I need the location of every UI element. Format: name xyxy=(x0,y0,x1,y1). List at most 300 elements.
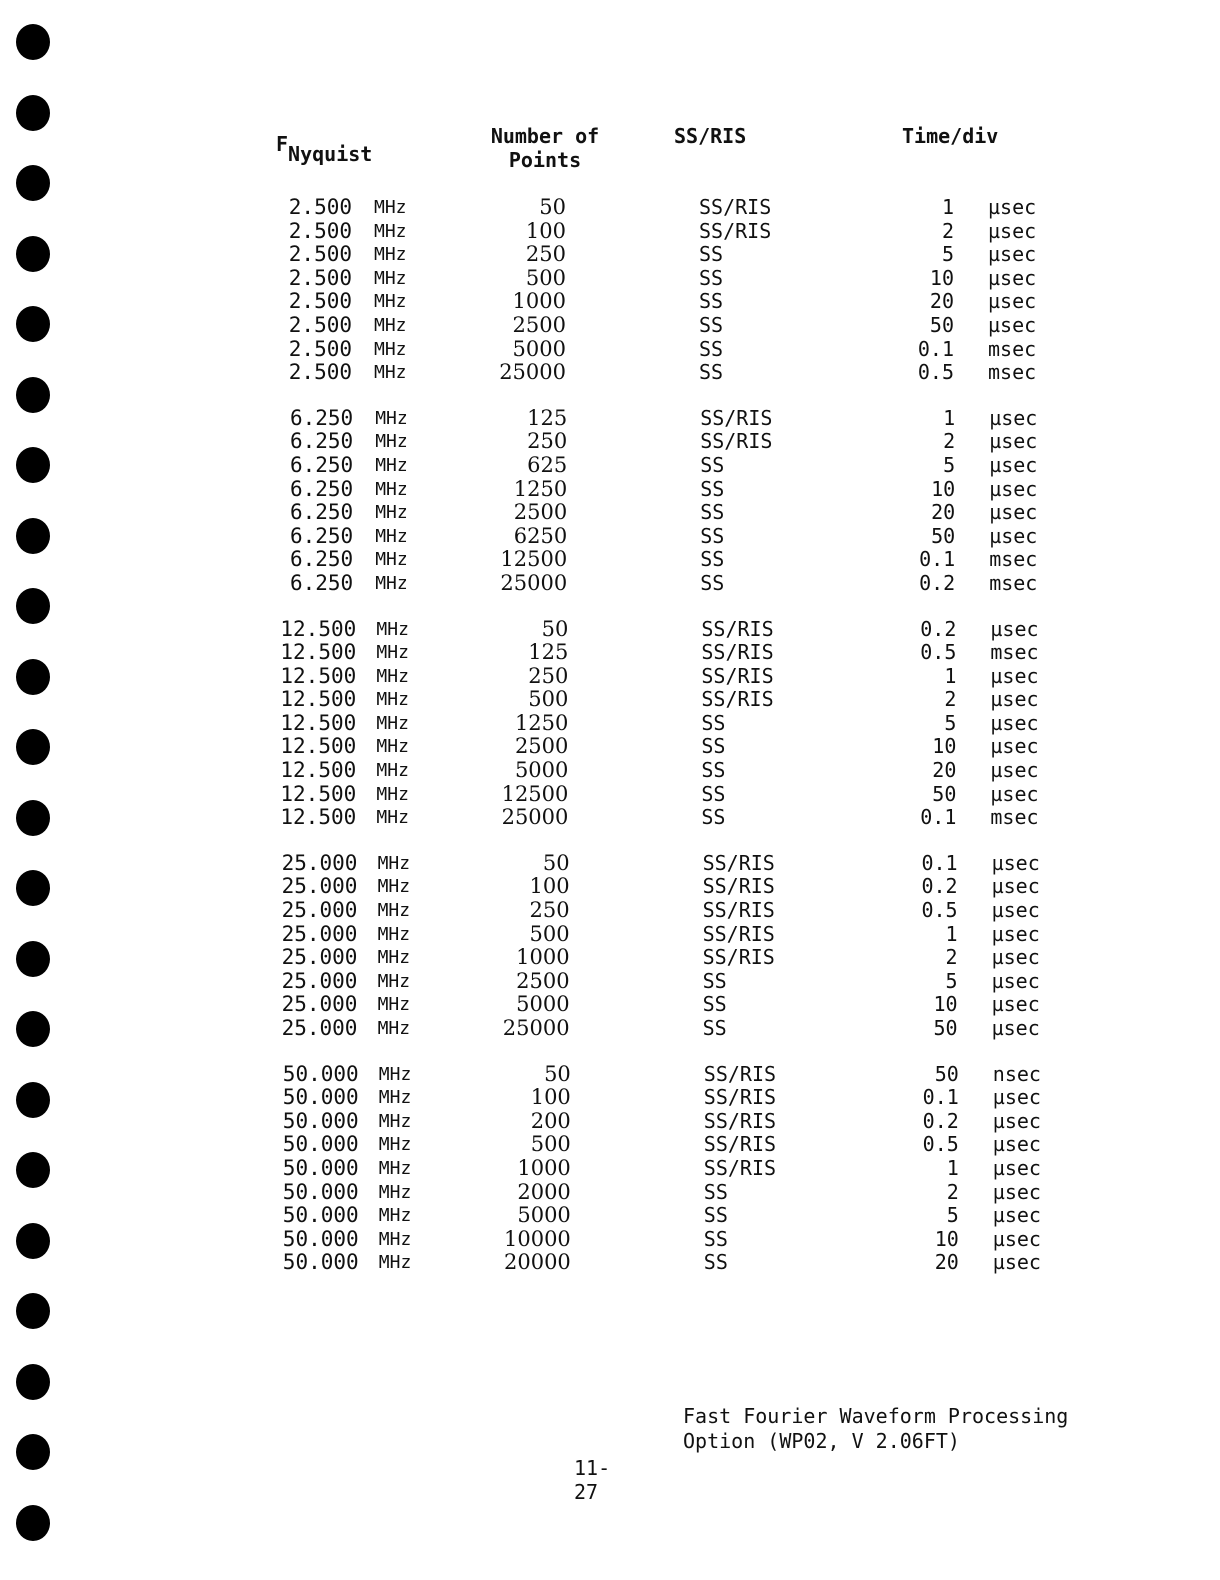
time-div-unit: msec xyxy=(988,336,1037,361)
time-div-unit: µsec xyxy=(992,1203,1041,1228)
table-group xyxy=(0,196,1220,385)
table-row xyxy=(0,454,1220,478)
points-value: 5000 xyxy=(512,336,566,361)
table-row xyxy=(0,548,1220,572)
table-row xyxy=(0,361,1220,385)
table-row xyxy=(0,1157,1220,1181)
time-div-unit: µsec xyxy=(992,1108,1041,1133)
frequency-value: 50.000 xyxy=(282,1132,359,1157)
frequency-unit: MHz xyxy=(377,900,411,922)
points-value: 1250 xyxy=(513,476,568,501)
frequency-value: 25.000 xyxy=(281,874,358,899)
points-value: 250 xyxy=(527,429,568,454)
points-value: 100 xyxy=(530,1085,571,1110)
time-div-value: 1 xyxy=(946,1155,959,1180)
binder-hole xyxy=(16,1434,50,1470)
table-row xyxy=(0,1251,1220,1275)
acquisition-mode: SS/RIS xyxy=(702,921,775,946)
frequency-unit: MHz xyxy=(378,1110,412,1132)
acquisition-mode: SS xyxy=(700,523,725,548)
points-value: 12500 xyxy=(500,547,568,572)
table-row xyxy=(0,501,1220,525)
time-div-unit: µsec xyxy=(990,710,1039,735)
frequency-value: 2.500 xyxy=(288,195,352,219)
acquisition-mode: SS/RIS xyxy=(703,1108,777,1133)
points-value: 50 xyxy=(542,850,570,875)
frequency-value: 6.250 xyxy=(289,500,354,525)
frequency-value: 25.000 xyxy=(281,850,358,875)
table-row xyxy=(0,665,1220,689)
frequency-unit: MHz xyxy=(375,454,408,476)
acquisition-mode: SS xyxy=(699,336,724,361)
frequency-value: 2.500 xyxy=(288,360,352,385)
time-div-value: 5 xyxy=(946,1203,959,1228)
time-div-unit: µsec xyxy=(991,874,1040,899)
time-div-value: 0.1 xyxy=(917,336,954,361)
frequency-value: 25.000 xyxy=(281,921,358,946)
frequency-value: 6.250 xyxy=(289,429,354,454)
acquisition-mode: SS xyxy=(701,805,726,830)
frequency-unit: MHz xyxy=(377,1018,411,1039)
time-div-unit: msec xyxy=(990,805,1039,830)
time-div-unit: µsec xyxy=(989,452,1038,477)
table-row xyxy=(0,641,1220,665)
points-value: 1000 xyxy=(517,1155,571,1180)
frequency-unit: MHz xyxy=(375,478,408,500)
acquisition-mode: SS xyxy=(701,734,726,759)
time-div-value: 5 xyxy=(943,452,956,477)
time-div-unit: µsec xyxy=(991,850,1040,875)
table-row xyxy=(0,572,1220,596)
table-row xyxy=(0,1017,1220,1041)
points-value: 25000 xyxy=(502,1016,570,1040)
points-value: 6250 xyxy=(513,523,568,548)
time-div-unit: µsec xyxy=(988,242,1037,267)
frequency-unit: MHz xyxy=(376,807,409,829)
header-number-of-points-line1: Number of xyxy=(490,124,600,148)
acquisition-mode: SS/RIS xyxy=(702,898,775,923)
time-div-unit: msec xyxy=(989,570,1038,595)
table-group xyxy=(0,1063,1220,1275)
time-div-value: 0.2 xyxy=(919,570,956,595)
frequency-value: 2.500 xyxy=(288,289,352,314)
frequency-value: 6.250 xyxy=(289,547,354,572)
time-div-value: 50 xyxy=(931,523,956,548)
table-row xyxy=(0,712,1220,736)
acquisition-mode: SS xyxy=(700,452,725,477)
table-row xyxy=(0,899,1220,923)
acquisition-mode: SS/RIS xyxy=(701,687,774,712)
frequency-unit: MHz xyxy=(378,1252,412,1274)
time-div-value: 5 xyxy=(941,242,954,267)
frequency-value: 25.000 xyxy=(281,968,358,993)
time-div-unit: µsec xyxy=(988,289,1037,314)
acquisition-mode: SS xyxy=(699,265,724,290)
time-div-value: 2 xyxy=(941,218,954,243)
frequency-value: 6.250 xyxy=(289,523,354,548)
frequency-value: 12.500 xyxy=(280,616,357,641)
time-div-value: 0.2 xyxy=(921,874,958,899)
table-row xyxy=(0,806,1220,830)
time-div-unit: µsec xyxy=(990,734,1039,759)
time-div-value: 0.5 xyxy=(922,1132,959,1157)
frequency-unit: MHz xyxy=(376,642,409,664)
time-div-unit: µsec xyxy=(989,500,1038,525)
time-div-unit: µsec xyxy=(988,218,1037,243)
table-row xyxy=(0,735,1220,759)
points-value: 100 xyxy=(525,218,566,243)
points-value: 10000 xyxy=(503,1226,571,1251)
frequency-value: 25.000 xyxy=(281,898,358,923)
binder-hole xyxy=(16,1505,50,1541)
frequency-value: 50.000 xyxy=(282,1061,359,1086)
frequency-value: 12.500 xyxy=(280,734,357,759)
acquisition-mode: SS/RIS xyxy=(703,1085,777,1110)
frequency-unit: MHz xyxy=(374,338,407,360)
time-div-unit: µsec xyxy=(991,921,1040,946)
time-div-unit: µsec xyxy=(991,1016,1040,1040)
time-div-unit: µsec xyxy=(992,1132,1041,1157)
table-row xyxy=(0,923,1220,947)
points-value: 5000 xyxy=(517,1203,571,1228)
time-div-value: 0.1 xyxy=(922,1085,959,1110)
frequency-value: 6.250 xyxy=(289,405,354,430)
acquisition-mode: SS/RIS xyxy=(700,405,773,430)
table-row xyxy=(0,1110,1220,1134)
time-div-value: 0.2 xyxy=(922,1108,959,1133)
time-div-value: 50 xyxy=(934,1061,959,1086)
acquisition-mode: SS/RIS xyxy=(701,616,774,641)
frequency-unit: MHz xyxy=(377,994,411,1016)
acquisition-mode: SS xyxy=(699,360,724,385)
footer-caption xyxy=(683,1404,1068,1454)
frequency-unit: MHz xyxy=(377,852,411,874)
points-value: 50 xyxy=(544,1061,571,1086)
time-div-value: 0.1 xyxy=(921,850,958,875)
points-value: 125 xyxy=(528,640,569,665)
time-div-value: 10 xyxy=(931,476,956,501)
header-f-nyquist-main: F xyxy=(276,132,289,156)
acquisition-mode: SS xyxy=(703,1179,728,1204)
acquisition-mode: SS/RIS xyxy=(703,1061,777,1086)
frequency-value: 25.000 xyxy=(281,945,358,970)
frequency-value: 2.500 xyxy=(288,242,352,267)
points-value: 2500 xyxy=(514,734,569,759)
points-value: 20000 xyxy=(503,1250,571,1275)
table-row xyxy=(0,430,1220,454)
frequency-unit: MHz xyxy=(374,197,407,218)
points-value: 1000 xyxy=(516,945,570,970)
time-div-unit: µsec xyxy=(988,265,1037,290)
table-row xyxy=(0,1086,1220,1110)
table-row xyxy=(0,290,1220,314)
frequency-value: 12.500 xyxy=(280,805,357,830)
table-row xyxy=(0,783,1220,807)
frequency-unit: MHz xyxy=(376,760,409,782)
time-div-value: 1 xyxy=(944,663,957,688)
table-row xyxy=(0,759,1220,783)
points-value: 5000 xyxy=(516,992,570,1017)
table-row xyxy=(0,196,1220,220)
frequency-value: 2.500 xyxy=(288,265,352,290)
time-div-unit: µsec xyxy=(988,195,1037,219)
frequency-value: 12.500 xyxy=(280,640,357,665)
frequency-unit: MHz xyxy=(376,689,409,711)
time-div-unit: µsec xyxy=(991,968,1040,993)
acquisition-mode: SS xyxy=(701,710,726,735)
time-div-value: 20 xyxy=(934,1250,959,1275)
table-row xyxy=(0,1063,1220,1087)
points-value: 50 xyxy=(541,616,569,641)
frequency-value: 12.500 xyxy=(280,758,357,783)
time-div-unit: µsec xyxy=(990,616,1039,641)
table-row xyxy=(0,478,1220,502)
time-div-value: 10 xyxy=(933,992,958,1017)
frequency-value: 6.250 xyxy=(289,570,354,595)
binder-hole xyxy=(16,1364,50,1400)
frequency-unit: MHz xyxy=(376,618,409,640)
points-value: 500 xyxy=(529,921,570,946)
time-div-unit: µsec xyxy=(990,663,1039,688)
table-row xyxy=(0,220,1220,244)
points-value: 250 xyxy=(529,898,570,923)
points-value: 500 xyxy=(528,687,569,712)
time-div-value: 1 xyxy=(941,195,954,219)
header-number-of-points xyxy=(470,124,620,172)
frequency-unit: MHz xyxy=(376,783,409,805)
acquisition-mode: SS/RIS xyxy=(701,663,774,688)
table-row xyxy=(0,852,1220,876)
time-div-value: 50 xyxy=(929,312,954,337)
acquisition-mode: SS xyxy=(702,992,727,1017)
table-row xyxy=(0,1228,1220,1252)
frequency-unit: MHz xyxy=(378,1228,412,1250)
frequency-unit: MHz xyxy=(375,549,408,571)
header-number-of-points-line2: Points xyxy=(508,148,582,172)
time-div-unit: msec xyxy=(988,360,1037,385)
acquisition-mode: SS/RIS xyxy=(703,1132,777,1157)
header-ss-ris: SS/RIS xyxy=(674,124,747,148)
acquisition-mode: SS/RIS xyxy=(703,1155,777,1180)
points-value: 25000 xyxy=(500,570,568,595)
header-time-div: Time/div xyxy=(902,124,999,148)
acquisition-mode: SS/RIS xyxy=(699,218,772,243)
points-value: 1000 xyxy=(512,289,566,314)
time-div-unit: µsec xyxy=(992,1179,1041,1204)
frequency-unit: MHz xyxy=(378,1181,412,1203)
table-row xyxy=(0,267,1220,291)
time-div-value: 0.1 xyxy=(919,547,956,572)
table-row xyxy=(0,618,1220,642)
time-div-unit: µsec xyxy=(988,312,1037,337)
points-value: 2000 xyxy=(517,1179,571,1204)
time-div-unit: µsec xyxy=(989,523,1038,548)
time-div-unit: µsec xyxy=(989,429,1038,454)
frequency-unit: MHz xyxy=(375,502,408,524)
binder-hole xyxy=(16,24,50,60)
time-div-unit: µsec xyxy=(992,1085,1041,1110)
time-div-unit: µsec xyxy=(991,898,1040,923)
acquisition-mode: SS/RIS xyxy=(700,429,773,454)
acquisition-mode: SS/RIS xyxy=(702,850,775,875)
points-value: 2500 xyxy=(512,312,566,337)
time-div-unit: µsec xyxy=(989,405,1038,430)
time-div-value: 50 xyxy=(932,781,957,806)
acquisition-mode: SS xyxy=(703,1203,728,1228)
acquisition-mode: SS xyxy=(702,968,727,993)
frequency-value: 12.500 xyxy=(280,687,357,712)
frequency-value: 2.500 xyxy=(288,336,352,361)
frequency-value: 6.250 xyxy=(289,476,354,501)
time-div-unit: µsec xyxy=(990,758,1039,783)
points-value: 100 xyxy=(529,874,570,899)
column-headers xyxy=(0,124,1220,194)
page-number: 11-27 xyxy=(574,1456,611,1504)
points-value: 250 xyxy=(525,242,566,267)
table-row xyxy=(0,1133,1220,1157)
table-group xyxy=(0,407,1220,596)
points-value: 50 xyxy=(539,195,566,219)
table-row xyxy=(0,993,1220,1017)
time-div-value: 2 xyxy=(943,429,956,454)
points-value: 1250 xyxy=(514,710,569,735)
frequency-value: 50.000 xyxy=(282,1085,359,1110)
points-value: 500 xyxy=(530,1132,571,1157)
header-f-nyquist xyxy=(276,132,373,166)
frequency-value: 50.000 xyxy=(282,1203,359,1228)
table-row xyxy=(0,338,1220,362)
points-value: 125 xyxy=(527,405,568,430)
frequency-value: 6.250 xyxy=(289,452,354,477)
time-div-unit: µsec xyxy=(992,1250,1041,1275)
binder-hole xyxy=(16,1293,50,1329)
time-div-unit: µsec xyxy=(991,992,1040,1017)
frequency-unit: MHz xyxy=(377,947,411,969)
acquisition-mode: SS/RIS xyxy=(702,945,775,970)
frequency-unit: MHz xyxy=(376,665,409,687)
frequency-unit: MHz xyxy=(374,267,407,289)
frequency-value: 50.000 xyxy=(282,1155,359,1180)
table-row xyxy=(0,946,1220,970)
time-div-unit: µsec xyxy=(989,476,1038,501)
time-div-unit: msec xyxy=(989,547,1038,572)
acquisition-mode: SS/RIS xyxy=(702,874,775,899)
time-div-value: 20 xyxy=(929,289,954,314)
time-div-value: 2 xyxy=(945,945,958,970)
acquisition-mode: SS/RIS xyxy=(699,195,772,219)
frequency-unit: MHz xyxy=(374,291,407,313)
points-value: 12500 xyxy=(501,781,569,806)
frequency-unit: MHz xyxy=(378,1134,412,1156)
frequency-unit: MHz xyxy=(378,1205,412,1227)
frequency-unit: MHz xyxy=(375,407,408,429)
frequency-value: 50.000 xyxy=(282,1179,359,1204)
points-value: 500 xyxy=(525,265,566,290)
time-div-value: 0.5 xyxy=(920,640,957,665)
time-div-value: 2 xyxy=(946,1179,959,1204)
time-div-unit: msec xyxy=(990,640,1039,665)
points-value: 625 xyxy=(527,452,568,477)
acquisition-mode: SS xyxy=(701,781,726,806)
table-row xyxy=(0,1181,1220,1205)
frequency-value: 2.500 xyxy=(288,312,352,337)
frequency-unit: MHz xyxy=(375,525,408,547)
header-f-nyquist-sub: Nyquist xyxy=(288,142,373,166)
table-group xyxy=(0,852,1220,1041)
time-div-value: 0.2 xyxy=(920,616,957,641)
table-row xyxy=(0,970,1220,994)
time-div-unit: µsec xyxy=(992,1226,1041,1251)
table-row xyxy=(0,1204,1220,1228)
time-div-value: 1 xyxy=(943,405,956,430)
time-div-value: 0.5 xyxy=(917,360,954,385)
points-value: 200 xyxy=(530,1108,571,1133)
table-row xyxy=(0,314,1220,338)
frequency-value: 25.000 xyxy=(281,1016,358,1040)
acquisition-mode: SS xyxy=(700,500,725,525)
points-value: 2500 xyxy=(513,500,568,525)
time-div-value: 50 xyxy=(933,1016,958,1040)
frequency-unit: MHz xyxy=(377,923,411,945)
frequency-unit: MHz xyxy=(378,1063,412,1085)
table-row xyxy=(0,243,1220,267)
acquisition-mode: SS xyxy=(700,547,725,572)
frequency-value: 50.000 xyxy=(282,1250,359,1275)
frequency-unit: MHz xyxy=(378,1157,412,1179)
frequency-unit: MHz xyxy=(377,876,411,898)
frequency-value: 50.000 xyxy=(282,1226,359,1251)
frequency-unit: MHz xyxy=(378,1087,412,1109)
table-row xyxy=(0,407,1220,431)
table-row xyxy=(0,525,1220,549)
footer-caption-line2: Option (WP02, V 2.06FT) xyxy=(683,1429,960,1453)
frequency-unit: MHz xyxy=(374,244,407,266)
acquisition-mode: SS xyxy=(699,242,724,267)
points-value: 25000 xyxy=(501,805,569,830)
frequency-unit: MHz xyxy=(377,970,411,992)
acquisition-mode: SS xyxy=(700,570,725,595)
acquisition-mode: SS xyxy=(699,312,724,337)
frequency-value: 2.500 xyxy=(288,218,352,243)
points-value: 250 xyxy=(528,663,569,688)
time-div-value: 20 xyxy=(932,758,957,783)
frequency-value: 12.500 xyxy=(280,781,357,806)
acquisition-mode: SS xyxy=(701,758,726,783)
table-group xyxy=(0,618,1220,830)
time-div-unit: µsec xyxy=(990,687,1039,712)
frequency-table xyxy=(0,196,1220,1297)
time-div-value: 5 xyxy=(945,968,958,993)
time-div-value: 1 xyxy=(945,921,958,946)
acquisition-mode: SS/RIS xyxy=(701,640,774,665)
time-div-unit: µsec xyxy=(991,945,1040,970)
frequency-unit: MHz xyxy=(376,712,409,734)
table-row xyxy=(0,688,1220,712)
frequency-unit: MHz xyxy=(374,362,407,384)
time-div-value: 0.5 xyxy=(921,898,958,923)
frequency-unit: MHz xyxy=(375,572,408,594)
time-div-value: 2 xyxy=(944,687,957,712)
acquisition-mode: SS xyxy=(702,1016,727,1040)
time-div-unit: µsec xyxy=(990,781,1039,806)
time-div-unit: µsec xyxy=(992,1155,1041,1180)
time-div-value: 10 xyxy=(934,1226,959,1251)
points-value: 5000 xyxy=(514,758,569,783)
points-value: 2500 xyxy=(516,968,570,993)
frequency-unit: MHz xyxy=(374,314,407,336)
time-div-value: 5 xyxy=(944,710,957,735)
frequency-unit: MHz xyxy=(374,220,407,242)
